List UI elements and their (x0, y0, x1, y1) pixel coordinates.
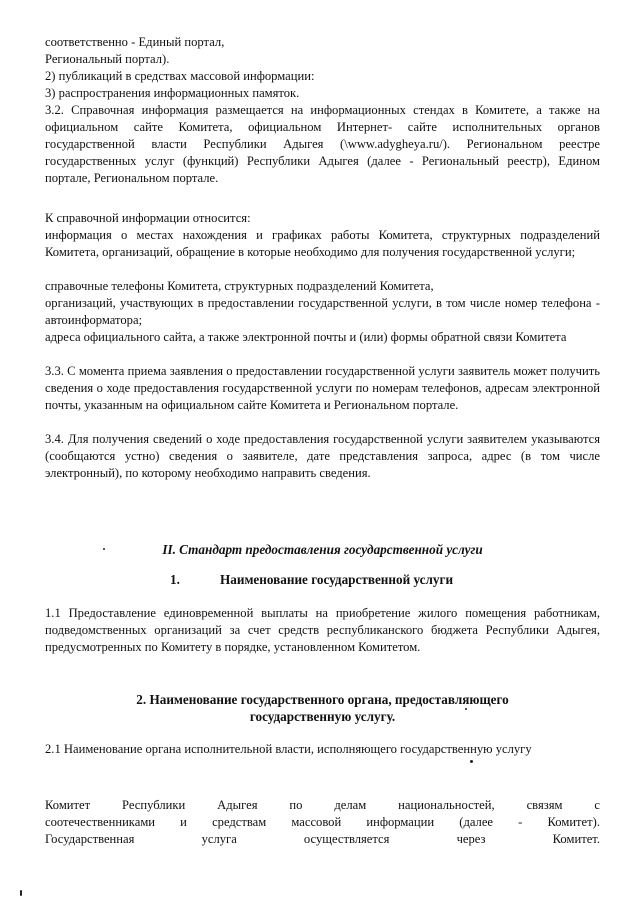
text-line: 3) распространения информационных памяток. (45, 86, 300, 100)
text-line: соотечественниками и средствам массовой информации (далее - Комитет). (45, 815, 600, 829)
reference-item-4: адреса официального сайта, а также электронной почты и (или) формы обратной связи Комитета (45, 330, 567, 344)
text-line: Государственная услуга осуществляется через Комитет. (45, 832, 600, 846)
scan-speck (103, 548, 105, 550)
reference-intro: К справочной информации относится: (45, 211, 251, 225)
paragraph-3-4: 3.4. Для получения сведений о ходе предоставления государственной услуги заявителем указываются (сообщаются устно) сведения о заявителе, дате представления запроса, адрес (в том числе электронный), по которому необходимо направить сведения. (45, 432, 600, 480)
paragraph-3-2: 3.2. Справочная информация размещается на информационных стендах в Комитете, а также на официальном сайте Комитета, официальном Интернет- сайте исполнительных органов государственной власти Республики Адыгея (\www.adygheya.ru/). Региональном реестре государственных услуг (функций) Республики Адыгея (далее - Региональный реестр), Едином портале, Региональном портале. (45, 103, 600, 185)
top-lines (45, 34, 600, 102)
paragraph-3-3: 3.3. С момента приема заявления о предоставлении государственной услуги заявитель может получить сведения о ходе предоставления государственной услуги по номерам телефонов, адресам электронной почты, указанным на официальном сайте Комитета и Региональном портале. (45, 364, 600, 412)
subsection-2-heading (45, 691, 600, 725)
text-line: 2) публикаций в средствах массовой информации: (45, 69, 315, 83)
reference-item-3: организаций, участвующих в предоставлении государственной услуги, в том числе номер телефона - автоинформатора; (45, 296, 600, 327)
text-line: соответственно - Единый портал, (45, 35, 225, 49)
text-line: Региональный портал). (45, 52, 170, 66)
subsection-2-title-line2: государственную услугу. (249, 709, 396, 724)
subsection-1-number: 1. (170, 572, 180, 587)
subsection-1-title: Наименование государственной услуги (220, 572, 454, 587)
last-paragraph (45, 797, 600, 848)
reference-item-1: информация о местах нахождения и графиках работы Комитета, структурных подразделений Комитета, организаций, обращение в которые необходимо для получения государственной услуги; (45, 228, 600, 259)
scan-speck (470, 760, 473, 763)
reference-item-2: справочные телефоны Комитета, структурных подразделений Комитета, (45, 279, 434, 293)
text-line: Комитет Республики Адыгея по делам национальностей, связям с (45, 798, 600, 812)
subsection-2-title-line1: 2. Наименование государственного органа, предоставляющего (136, 692, 509, 707)
paragraph-1-1: 1.1 Предоставление единовременной выплаты на приобретение жилого помещения работникам, подведомственных организаций за счет средств республиканского бюджета Республики Адыгея, предусмотренных по Комитету в порядке, установленном Комитетом. (45, 606, 600, 654)
section-title: II. Стандарт предоставления государственной услуги (162, 542, 483, 557)
paragraph-2-1: 2.1 Наименование органа исполнительной власти, исполняющего государственную услугу (45, 742, 532, 756)
scan-speck (465, 708, 467, 710)
scan-speck (20, 890, 22, 896)
